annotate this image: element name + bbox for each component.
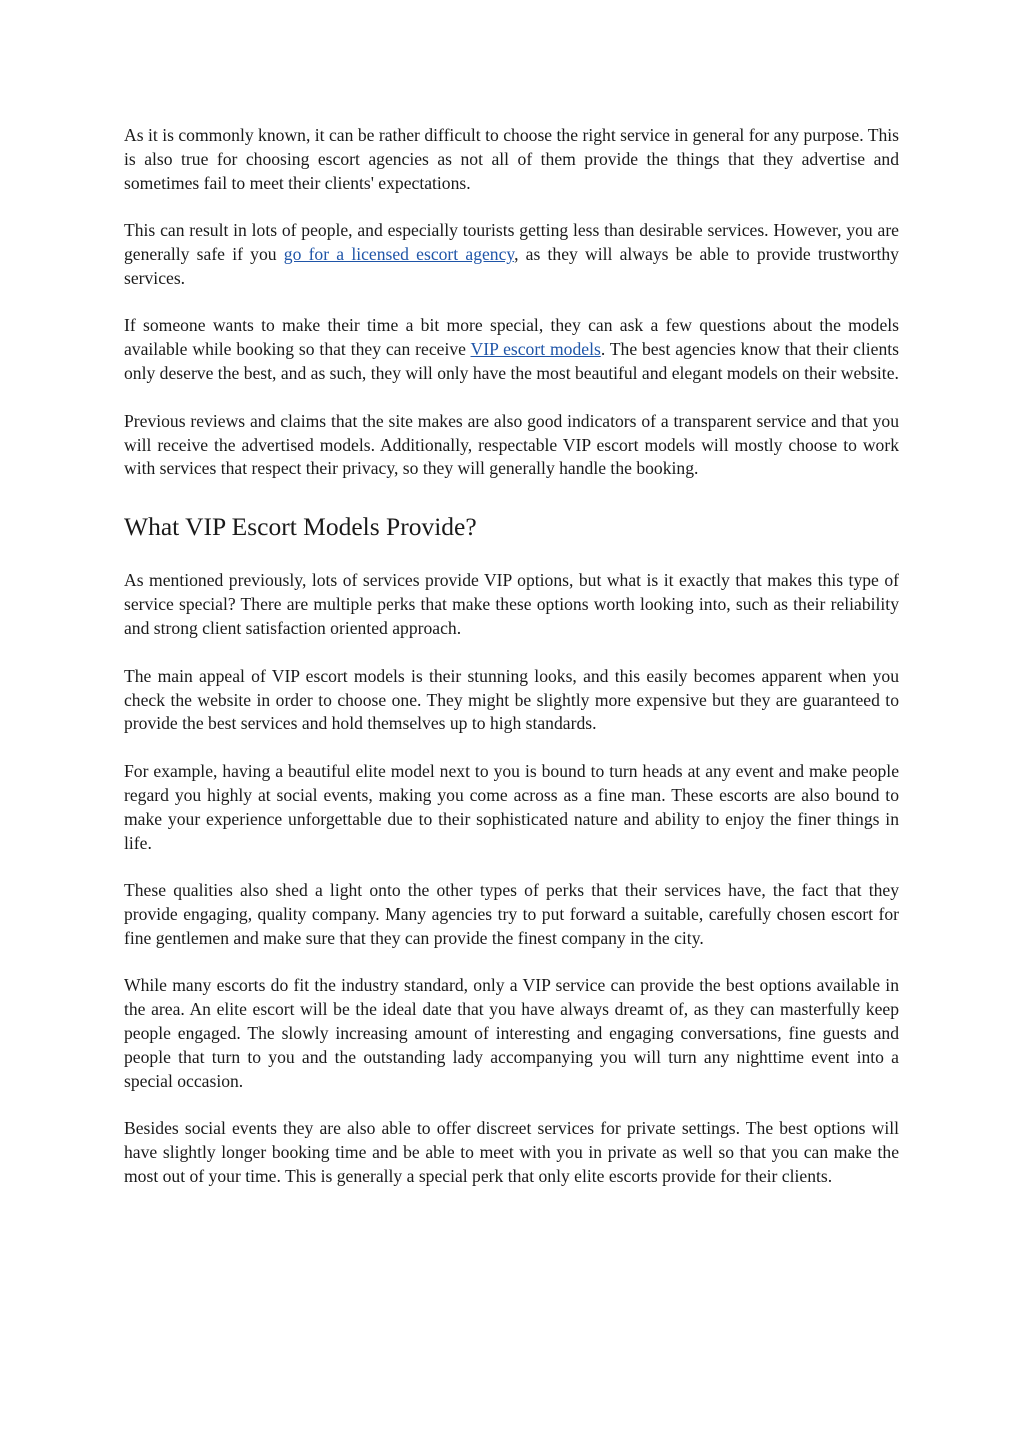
document-page (124, 124, 899, 1212)
paragraph-text: , as they will always be able to provide trustworthy services. (124, 244, 899, 289)
paragraph-section-6: Besides social events they are also able to offer discreet services for private settings. The best options will have slightly longer booking time and be able to meet with you in private as well so that you can make the most out of your time. This is generally a special perk that only elite escorts provide for their clients. (124, 1118, 899, 1186)
paragraph-section-1: As mentioned previously, lots of services provide VIP options, but what is it exactly that makes this type of service special? There are multiple perks that make these options worth looking into, such as their reliability and strong client satisfaction oriented approach. (124, 570, 899, 639)
paragraph-text: This can result in lots of people, and especially tourists getting less than desirable services. However, you are generally safe if you (124, 220, 899, 265)
section-heading: What VIP Escort Models Provide? (124, 512, 477, 542)
paragraph-intro-4: Previous reviews and claims that the site makes are also good indicators of a transparent service and that you will receive the advertised models. Additionally, respectable VIP escort models will mostly choose to work with services that respect their privacy, so they will generally handle the booking. (124, 410, 899, 479)
paragraph-section-5: While many escorts do fit the industry standard, only a VIP service can provide the best options available in the area. An elite escort will be the ideal date that you have always dreamt of, as they can masterfully keep people engaged. The slowly increasing amount of interesting and engaging conversations, fine guests and people that turn to you and the outstanding lady accompanying you will turn any nighttime event into a special occasion. (124, 975, 899, 1091)
paragraph-intro-2 (124, 219, 899, 291)
paragraph-section-4: These qualities also shed a light onto the other types of perks that their services have, the fact that they provide engaging, quality company. Many agencies try to put forward a suitable, carefully chosen escort for fine gentlemen and make sure that they can provide the finest company in the city. (124, 879, 899, 948)
paragraph-intro-3 (124, 314, 899, 386)
paragraph-section-2: The main appeal of VIP escort models is their stunning looks, and this easily becomes apparent when you check the website in order to choose one. They might be slightly more expensive but they are guaranteed to provide the best services and hold themselves up to high standards. (124, 665, 899, 734)
vip-models-link[interactable]: VIP escort models (470, 339, 601, 360)
paragraph-text: If someone wants to make their time a bit more special, they can ask a few questions about the models available while booking so that they can receive (124, 315, 899, 360)
paragraph-text: . The best agencies know that their clients only deserve the best, and as such, they will only have the most beautiful and elegant models on their website. (124, 339, 899, 384)
paragraph-intro-1: As it is commonly known, it can be rather difficult to choose the right service in general for any purpose. This is also true for choosing escort agencies as not all of them provide the things that they advertise and sometimes fail to meet their clients' expectations. (124, 125, 899, 193)
licensed-agency-link[interactable]: go for a licensed escort agency (283, 244, 515, 265)
paragraph-section-3: For example, having a beautiful elite model next to you is bound to turn heads at any event and make people regard you highly at social events, making you come across as a fine man. These escorts are also bound to make your experience unforgettable due to their sophisticated nature and ability to enjoy the finer things in life. (124, 760, 899, 853)
